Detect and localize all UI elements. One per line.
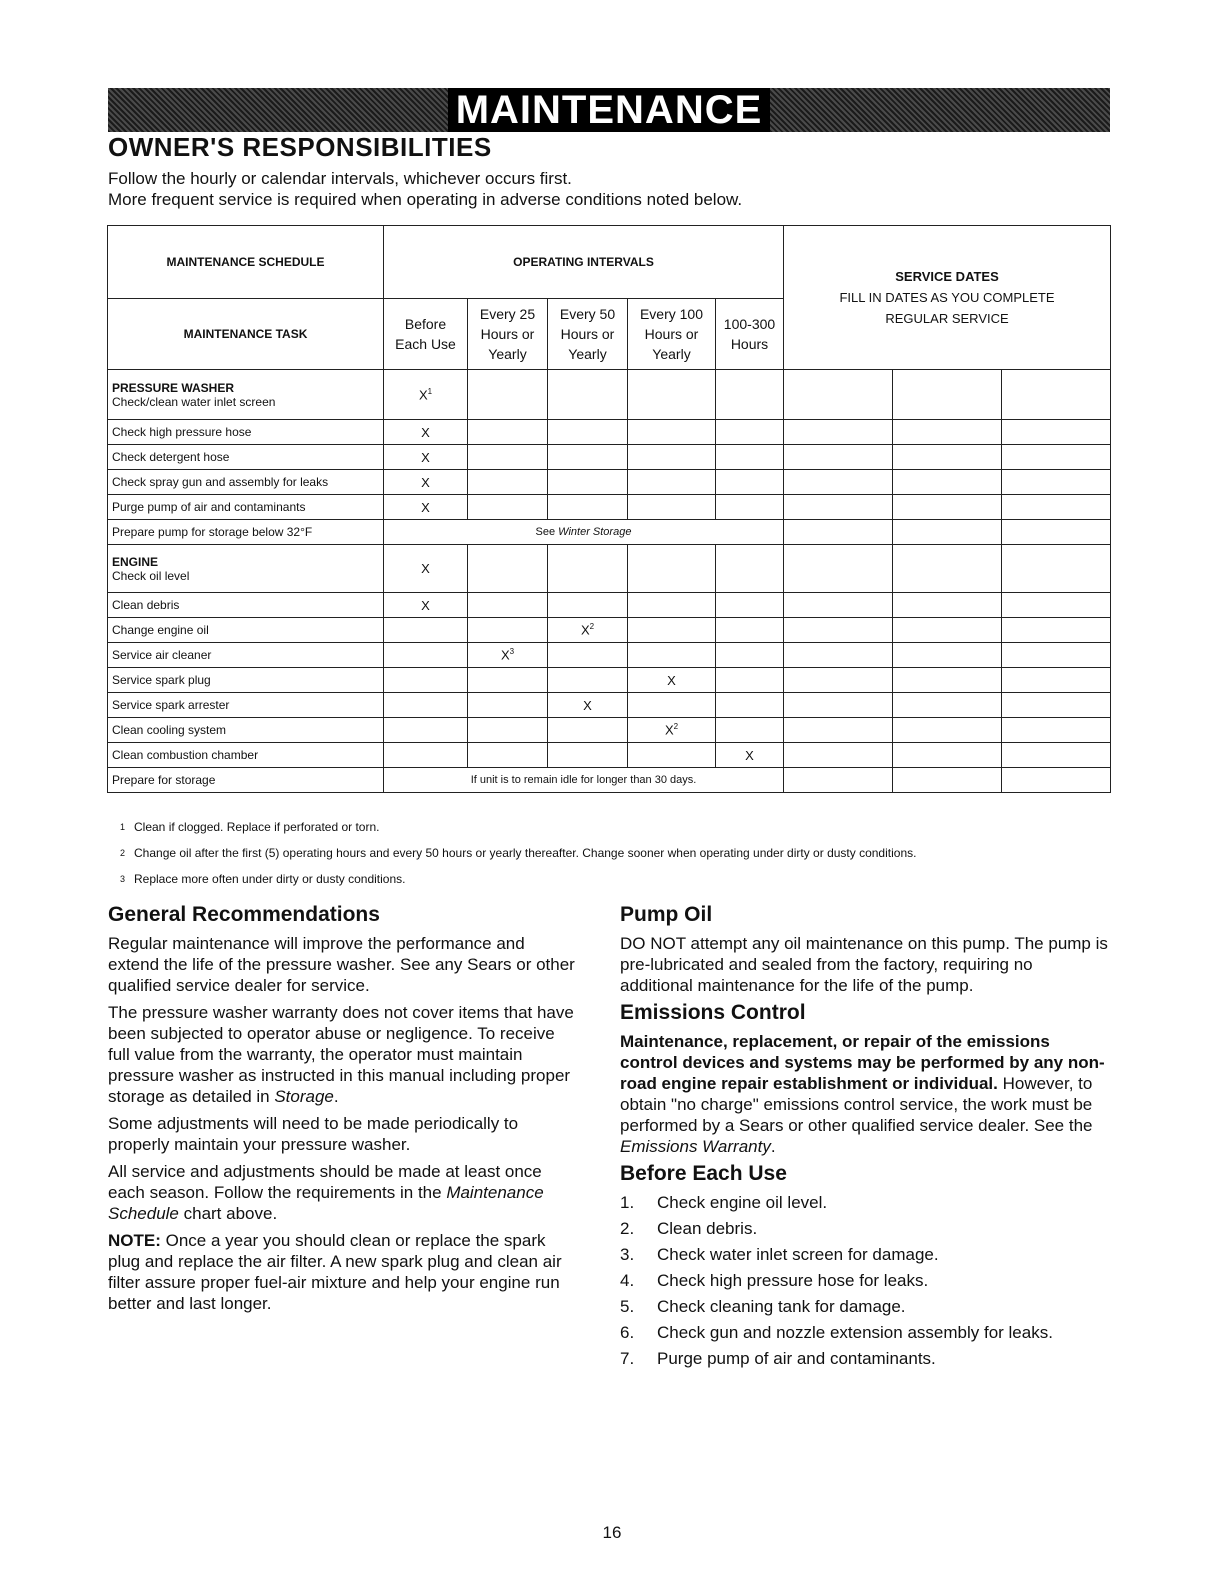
footnotes (120, 814, 916, 892)
paragraph: The pressure washer warranty does not cover items that have been subjected to operator abuse or negligence. To receive full value from the warranty, the operator must maintain pressure washer as instructed in this manual including proper storage as detailed in Storage. (108, 1003, 574, 1106)
interval-cell (468, 445, 548, 470)
service-date-cell[interactable] (784, 618, 893, 643)
interval-cell (628, 470, 716, 495)
interval-cell: X (384, 495, 468, 520)
paragraph: Maintenance, replacement, or repair of the emissions control devices and systems may be performed by any non-road engine repair establishment or individual. However, to obtain "no charge" emissions control service, the work must be performed by a Sears or other qualified service dealer. See the Emissions Warranty. (620, 1032, 1105, 1156)
service-date-cell[interactable] (1002, 618, 1111, 643)
col-before-each-use: Before Each Use (384, 299, 468, 370)
owners-responsibilities-heading: OWNER'S RESPONSIBILITIES (108, 132, 492, 162)
interval-cell (384, 693, 468, 718)
service-date-cell[interactable] (1002, 593, 1111, 618)
table-row (108, 520, 1111, 545)
table-row (108, 693, 1111, 718)
table-row (108, 420, 1111, 445)
interval-cell (716, 693, 784, 718)
service-date-cell[interactable] (893, 520, 1002, 545)
task-label: MAINTENANCE TASK (108, 299, 384, 370)
service-dates-note: FILL IN DATES AS YOU COMPLETE (839, 290, 1055, 305)
table-row (108, 470, 1111, 495)
service-date-cell[interactable] (893, 593, 1002, 618)
interval-cell (716, 545, 784, 593)
list-item: 4. Check high pressure hose for leaks. (620, 1271, 929, 1290)
service-date-cell[interactable] (784, 545, 893, 593)
note-paragraph: NOTE: Once a year you should clean or replace the spark plug and replace the air filter. A new spark plug and clean air filter assure proper fuel-air mixture and help your engine run better and last longer. (108, 1231, 562, 1313)
service-date-cell[interactable] (893, 470, 1002, 495)
service-date-cell[interactable] (1002, 420, 1111, 445)
task-cell: Purge pump of air and contaminants (108, 495, 384, 520)
page-number: 16 (602, 1523, 622, 1542)
col-every-50: Every 50 Hours or Yearly (548, 299, 628, 370)
service-date-cell[interactable] (1002, 520, 1111, 545)
interval-note: See Winter Storage (384, 520, 784, 545)
interval-cell (468, 593, 548, 618)
before-each-use-title: Before Each Use (620, 1162, 787, 1185)
interval-cell (628, 743, 716, 768)
service-date-cell[interactable] (784, 470, 893, 495)
interval-cell: X (384, 545, 468, 593)
task-cell: Check high pressure hose (108, 420, 384, 445)
intro-text (108, 168, 742, 210)
service-date-cell[interactable] (784, 768, 893, 793)
section-label: PRESSURE WASHER (112, 380, 235, 395)
task-cell: Clean debris (108, 593, 384, 618)
pump-oil-title: Pump Oil (620, 903, 713, 926)
service-dates-note: REGULAR SERVICE (885, 311, 1009, 326)
right-column (620, 904, 1110, 1374)
interval-cell: X (384, 593, 468, 618)
interval-cell (716, 718, 784, 743)
interval-cell (468, 618, 548, 643)
task-cell: Change engine oil (108, 618, 384, 643)
list-item: 7. Purge pump of air and contaminants. (620, 1349, 936, 1368)
task-cell: Clean cooling system (108, 718, 384, 743)
schedule-label: MAINTENANCE SCHEDULE (108, 226, 384, 299)
task-cell: Service spark arrester (108, 693, 384, 718)
service-date-cell[interactable] (893, 545, 1002, 593)
interval-cell (468, 495, 548, 520)
service-date-cell[interactable] (784, 668, 893, 693)
service-date-cell[interactable] (784, 520, 893, 545)
interval-cell: $X^2$ (628, 718, 716, 743)
maintenance-banner (108, 88, 1110, 132)
interval-cell: X (384, 470, 468, 495)
interval-cell (628, 545, 716, 593)
task-cell: Service spark plug (108, 668, 384, 693)
interval-cell (384, 618, 468, 643)
interval-cell (716, 643, 784, 668)
interval-cell (468, 420, 548, 445)
task-cell: Prepare for storage (108, 768, 384, 793)
service-date-cell[interactable] (784, 495, 893, 520)
service-date-cell[interactable] (784, 445, 893, 470)
interval-cell (384, 643, 468, 668)
table-row (108, 768, 1111, 793)
service-date-cell[interactable] (893, 618, 1002, 643)
table-row (108, 445, 1111, 470)
interval-cell (548, 470, 628, 495)
list-item: 3. Check water inlet screen for damage. (620, 1245, 939, 1264)
interval-cell: $X^2$ (548, 618, 628, 643)
table-row (108, 718, 1111, 743)
interval-cell: X (384, 420, 468, 445)
interval-cell (548, 718, 628, 743)
general-recommendations-section (108, 904, 578, 1320)
task-cell: Prepare pump for storage below 32°F (108, 520, 384, 545)
service-date-cell[interactable] (893, 420, 1002, 445)
col-100-300: 100-300 Hours (716, 299, 784, 370)
service-date-cell[interactable] (893, 445, 1002, 470)
service-date-cell[interactable] (1002, 545, 1111, 593)
service-date-cell[interactable] (784, 593, 893, 618)
interval-cell (628, 693, 716, 718)
service-dates-label: SERVICE DATES (895, 269, 999, 284)
interval-cell (468, 718, 548, 743)
task-cell: ENGINE Check oil level (108, 545, 384, 593)
table-row (108, 668, 1111, 693)
interval-note: If unit is to remain idle for longer than 30 days. (384, 768, 784, 793)
interval-cell (716, 445, 784, 470)
interval-cell (468, 743, 548, 768)
interval-cell: $X^3$ (468, 643, 548, 668)
service-date-cell[interactable] (1002, 693, 1111, 718)
list-item: 1. Check engine oil level. (620, 1193, 828, 1212)
service-date-cell[interactable] (784, 718, 893, 743)
table-row (108, 593, 1111, 618)
interval-cell (628, 495, 716, 520)
col-every-100: Every 100 Hours or Yearly (628, 299, 716, 370)
section-label: ENGINE (112, 554, 159, 569)
paragraph: Some adjustments will need to be made periodically to properly maintain your pressure washer. (108, 1114, 519, 1154)
interval-cell (716, 420, 784, 445)
interval-cell (548, 545, 628, 593)
service-date-cell[interactable] (1002, 668, 1111, 693)
maintenance-schedule-table (107, 225, 1111, 793)
interval-cell (716, 593, 784, 618)
list-item: 2. Clean debris. (620, 1219, 758, 1238)
intro-line: Follow the hourly or calendar intervals, whichever occurs first. (108, 169, 572, 188)
interval-cell (628, 420, 716, 445)
interval-cell (628, 370, 716, 420)
task-cell: Check spray gun and assembly for leaks (108, 470, 384, 495)
task-cell: Check detergent hose (108, 445, 384, 470)
interval-cell (548, 420, 628, 445)
service-date-cell[interactable] (893, 743, 1002, 768)
task-cell: Clean combustion chamber (108, 743, 384, 768)
service-date-cell[interactable] (784, 693, 893, 718)
interval-cell: X (716, 743, 784, 768)
interval-cell (548, 643, 628, 668)
interval-cell (628, 643, 716, 668)
intervals-label: OPERATING INTERVALS (384, 226, 784, 299)
intro-line: More frequent service is required when operating in adverse conditions noted below. (108, 190, 743, 209)
service-date-cell[interactable] (1002, 470, 1111, 495)
service-date-cell[interactable] (893, 718, 1002, 743)
footnote: 2 Change oil after the first (5) operating hours and every 50 hours or yearly thereafter. Change sooner when operating under dirty or dusty conditions. (120, 846, 917, 860)
service-date-cell[interactable] (1002, 495, 1111, 520)
task-cell: Service air cleaner (108, 643, 384, 668)
service-date-cell[interactable] (1002, 643, 1111, 668)
interval-cell (716, 470, 784, 495)
general-recommendations-title: General Recommendations (108, 903, 380, 926)
interval-cell (548, 593, 628, 618)
interval-cell (548, 743, 628, 768)
interval-cell (468, 545, 548, 593)
banner-title: MAINTENANCE (448, 88, 771, 132)
service-date-cell[interactable] (893, 370, 1002, 420)
task-cell: PRESSURE WASHER Check/clean water inlet screen (108, 370, 384, 420)
interval-cell (468, 668, 548, 693)
service-date-cell[interactable] (784, 370, 893, 420)
service-date-cell[interactable] (1002, 370, 1111, 420)
list-item: 5. Check cleaning tank for damage. (620, 1297, 906, 1316)
service-date-cell[interactable] (893, 768, 1002, 793)
service-date-cell[interactable] (784, 420, 893, 445)
service-date-cell[interactable] (1002, 445, 1111, 470)
paragraph: Regular maintenance will improve the performance and extend the life of the pressure washer. See any Sears or other qualified service dealer for service. (108, 934, 575, 995)
interval-cell (716, 668, 784, 693)
interval-cell (716, 618, 784, 643)
service-date-cell[interactable] (893, 643, 1002, 668)
service-date-cell[interactable] (784, 743, 893, 768)
table-row (108, 618, 1111, 643)
interval-cell (628, 593, 716, 618)
list-item: 6. Check gun and nozzle extension assembly for leaks. (620, 1323, 1053, 1342)
interval-cell (384, 743, 468, 768)
interval-cell (468, 693, 548, 718)
paragraph: DO NOT attempt any oil maintenance on this pump. The pump is pre-lubricated and sealed from the factory, requiring no additional maintenance for the life of the pump. (620, 934, 1108, 995)
table-row (108, 370, 1111, 420)
service-dates-header (784, 226, 1111, 370)
interval-cell (716, 495, 784, 520)
interval-cell (384, 668, 468, 693)
table-row (108, 743, 1111, 768)
interval-cell: X (628, 668, 716, 693)
table-row (108, 495, 1111, 520)
footnote: 1 Clean if clogged. Replace if perforated or torn. (120, 820, 380, 834)
service-date-cell[interactable] (1002, 768, 1111, 793)
interval-cell: X (384, 445, 468, 470)
service-date-cell[interactable] (893, 495, 1002, 520)
interval-cell (548, 495, 628, 520)
paragraph: All service and adjustments should be made at least once each season. Follow the requirements in the Maintenance Schedule chart above. (108, 1162, 544, 1223)
interval-cell (468, 370, 548, 420)
service-date-cell[interactable] (1002, 718, 1111, 743)
table-row (108, 643, 1111, 668)
interval-cell (468, 470, 548, 495)
interval-cell (716, 370, 784, 420)
service-date-cell[interactable] (893, 668, 1002, 693)
interval-cell: X (548, 693, 628, 718)
table-row (108, 545, 1111, 593)
interval-cell: $X^1$ (384, 370, 468, 420)
interval-cell (548, 445, 628, 470)
interval-cell (628, 445, 716, 470)
footnote: 3 Replace more often under dirty or dusty conditions. (120, 872, 406, 886)
col-every-25: Every 25 Hours or Yearly (468, 299, 548, 370)
service-date-cell[interactable] (784, 643, 893, 668)
before-each-use-list (620, 1192, 1110, 1369)
interval-cell (548, 668, 628, 693)
emissions-control-title: Emissions Control (620, 1001, 806, 1024)
service-date-cell[interactable] (893, 693, 1002, 718)
service-date-cell[interactable] (1002, 743, 1111, 768)
interval-cell (628, 618, 716, 643)
interval-cell (548, 370, 628, 420)
interval-cell (384, 718, 468, 743)
